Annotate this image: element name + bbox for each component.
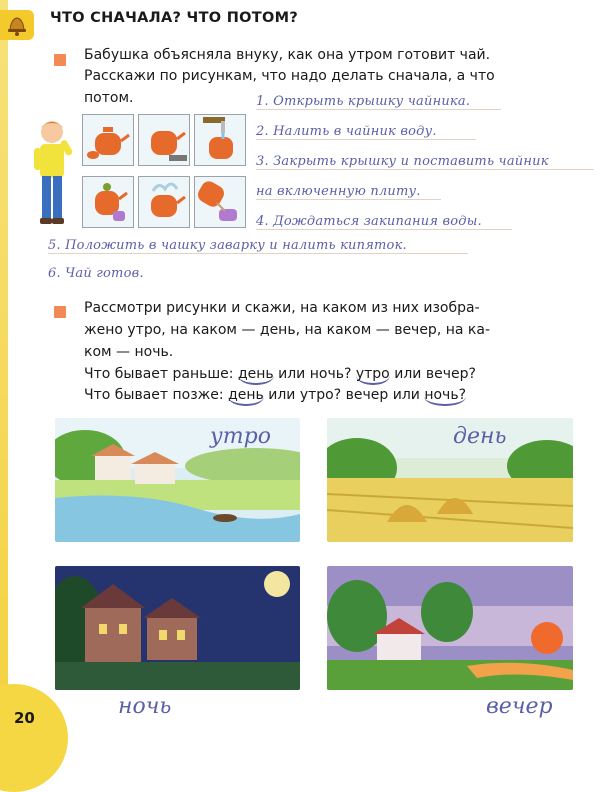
boy-illustration — [30, 118, 74, 230]
bell-icon — [0, 10, 34, 40]
step-thumb-2 — [138, 114, 190, 166]
question-later — [84, 385, 466, 405]
question-earlier — [84, 364, 476, 384]
page-title: ЧТО СНАЧАЛА? ЧТО ПОТОМ? — [50, 10, 299, 26]
task2-line-1: Рассмотри рисунки и скажи, на каком из них изобра- — [84, 300, 480, 316]
task2-line-2: жено утро, на каком — день, на каком — вечер, на ка- — [84, 322, 490, 338]
step-thumb-6 — [194, 176, 246, 228]
label-day: день — [453, 424, 507, 449]
step-thumb-3 — [194, 114, 246, 166]
step-thumb-5 — [138, 176, 190, 228]
answer-line-4: на включенную плиту. — [256, 184, 441, 200]
label-evening: вечер — [486, 694, 553, 719]
answer-line-5: 4. Дождаться закипания воды. — [256, 214, 512, 230]
page-number-badge — [0, 684, 68, 792]
answer-day: день — [228, 387, 264, 406]
word-evening: вечер — [345, 387, 389, 403]
answer-night: ночь? — [424, 387, 466, 406]
task1-line-2: Расскажи по рисункам, что надо делать сначала, а что — [84, 68, 495, 84]
page-number: 20 — [14, 709, 35, 727]
label-night: ночь — [118, 694, 172, 719]
task1-line-1: Бабушка объясняла внуку, как она утром готовит чай. — [84, 47, 491, 63]
task2-line-3: ком — ночь. — [84, 344, 174, 360]
word-or: или — [268, 387, 296, 403]
left-decor-strip — [0, 0, 8, 744]
task-bullet — [54, 306, 66, 318]
word-or: или — [392, 387, 420, 403]
task-bullet — [54, 54, 66, 66]
answer-line-7: 6. Чай готов. — [48, 266, 144, 281]
answer-line-3: 3. Закрыть крышку и поставить чайник — [256, 154, 594, 170]
scene-night — [55, 566, 300, 690]
question-prefix: Что бывает позже: — [84, 387, 224, 403]
step-thumb-4 — [82, 176, 134, 228]
word-or: или — [394, 366, 422, 382]
answer-line-1: 1. Открыть крышку чайника. — [256, 94, 501, 110]
word-morning: утро? — [299, 387, 342, 403]
answer-morning: утро — [356, 366, 390, 385]
bell-badge — [0, 10, 34, 40]
scene-day — [327, 418, 573, 542]
answer-day: день — [238, 366, 274, 385]
word-evening: вечер? — [425, 366, 476, 382]
task1-line-3: потом. — [84, 90, 134, 106]
question-prefix: Что бывает раньше: — [84, 366, 234, 382]
label-morning: утро — [210, 424, 271, 449]
word-night: ночь? — [309, 366, 352, 382]
answer-line-6: 5. Положить в чашку заварку и налить кипяток. — [48, 238, 468, 254]
answer-line-2: 2. Налить в чайник воду. — [256, 124, 476, 140]
word-or: или — [278, 366, 306, 382]
step-thumb-1 — [82, 114, 134, 166]
scene-evening — [327, 566, 573, 690]
